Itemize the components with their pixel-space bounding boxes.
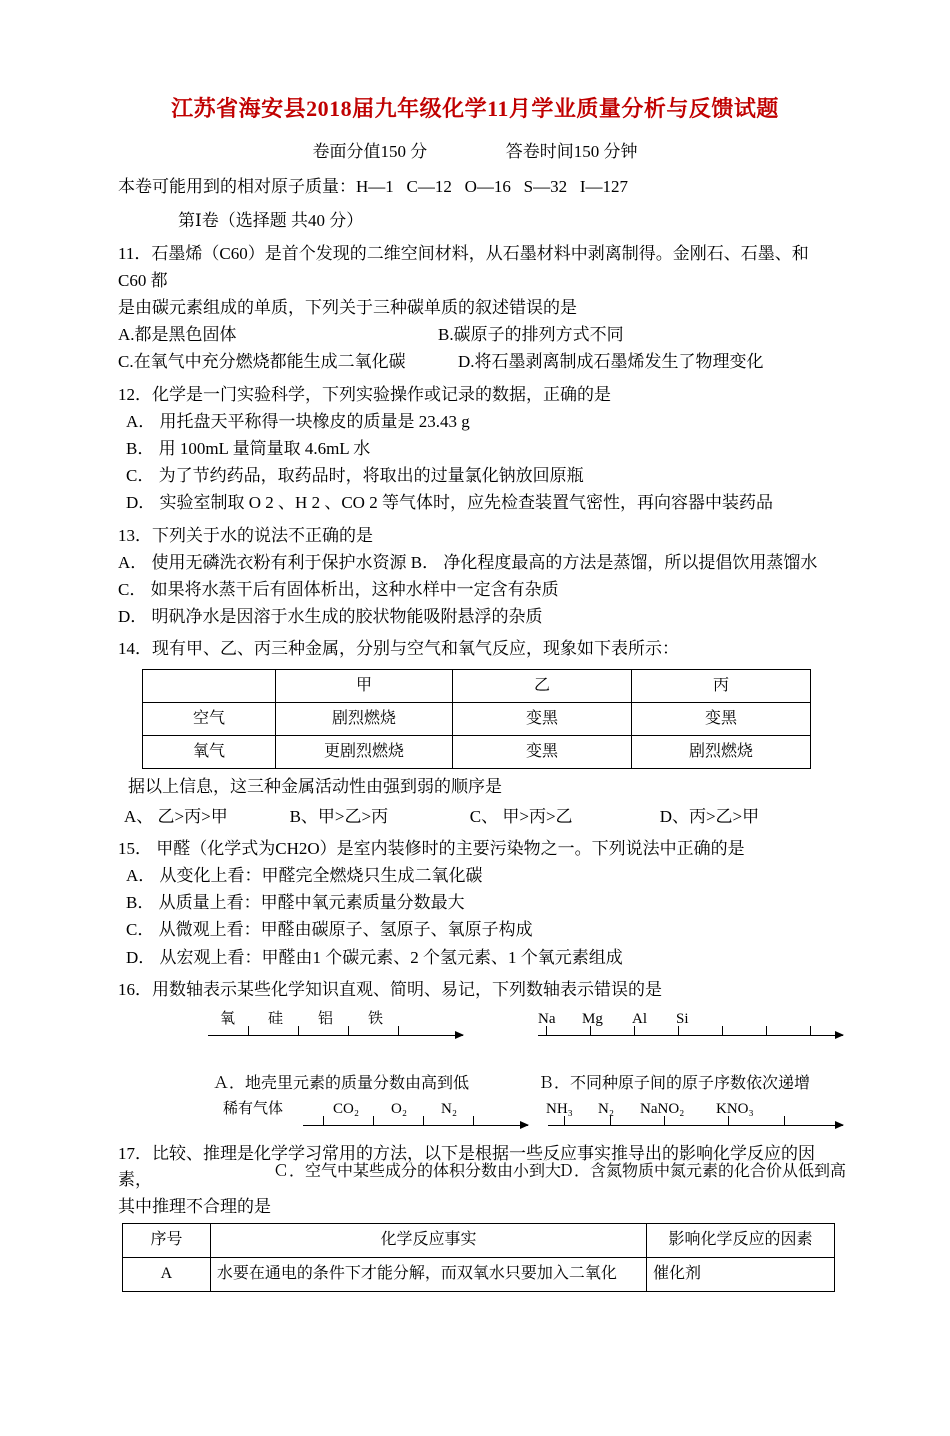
q14-r2-c0: 氧气 [143,735,276,768]
axis-tick [373,1116,374,1125]
q17-th-factor: 影响化学反应的因素 [647,1224,835,1258]
axis-tick [784,1116,785,1125]
q13-option-c: C． 如果将水蒸干后有固体析出，这种水样中一定含有杂质 [118,579,559,599]
axis-b-line [538,1011,843,1036]
table-row [143,735,811,768]
axis-d-label-3: KNO₃ [716,1101,754,1117]
q12-option-c: C． 为了节约药品，取药品时，将取出的过量氯化钠放回原瓶 [126,466,584,486]
table-row [143,702,811,735]
q16-axis-a [208,1011,463,1036]
score-time-line [0,137,950,162]
table-row [123,1224,835,1258]
q14-r1-c1: 剧烈燃烧 [276,702,453,735]
table-row [123,1257,835,1291]
q14-th-jia: 甲 [276,669,453,702]
question-11 [118,240,835,376]
axis-tick [398,1026,399,1035]
table-row [143,669,811,702]
axis-tick [766,1026,767,1035]
q15-option-a: A． 从变化上看：甲醛完全燃烧只生成二氧化碳 [126,866,483,886]
axis-b-label-1: Mg [582,1011,603,1027]
q14-choice-a: A、 乙>丙>甲 [124,806,228,826]
axis-a-label-2: 铝 [318,1011,334,1027]
q17-th-index: 序号 [123,1224,211,1258]
q11-stem-line1: 11．石墨烯（C60）是首个发现的二维空间材料，从石墨材料中剥离制得。金刚石、石墨、和 C60 都 [118,243,809,290]
axis-tick [810,1026,811,1035]
axis-a-label-3: 铁 [368,1011,384,1027]
q13-stem: 13．下列关于水的说法不正确的是 [118,525,373,545]
axis-tick [473,1116,474,1125]
axis-d-label-1: N₂ [598,1101,615,1117]
body-block [118,174,847,1292]
q16-axis-b [538,1011,843,1036]
q15-option-b: B． 从质量上看：甲醛中氧元素质量分数最大 [126,893,465,913]
axis-b-label-3: Si [676,1011,689,1027]
axis-c-label-3: N₂ [441,1101,458,1117]
q17-th-fact: 化学反应事实 [210,1224,646,1258]
q14-choices [118,803,835,830]
axis-tick [348,1026,349,1035]
q16-caption-a: Ａ．地壳里元素的质量分数由高到低 [213,1075,470,1092]
q15-option-c: C． 从微观上看：甲醛由碳原子、氢原子、氧原子构成 [126,920,533,940]
section-heading: 第Ⅰ卷（选择题 共40 分） [178,211,364,231]
q14-table [142,669,811,769]
question-13 [118,522,835,631]
axis-b-label-2: Al [632,1011,647,1027]
relative-atomic-mass-line: 本卷可能用到的相对原子质量：H—1 C—12 O—16 S—32 I—127 [118,177,629,196]
axis-c-label-1: CO₂ [333,1101,360,1117]
time-text: 答卷时间150 分钟 [505,142,638,161]
axis-tick [323,1116,324,1125]
q11-option-a: A.都是黑色固体 [118,325,237,345]
q14-th-yi: 乙 [453,669,632,702]
q16-axis-c [223,1101,528,1126]
q11-option-b: B.碳原子的排列方式不同 [438,325,624,345]
q17-table [122,1223,835,1292]
axis-b-label-0: Na [538,1011,556,1027]
q17-r1-fact: 水要在通电的条件下才能分解，而双氧水只要加入二氧化 [210,1257,646,1291]
axis-tick [722,1026,723,1035]
q13-option-d: D． 明矾净水是因溶于水生成的胶状物能吸附悬浮的杂质 [118,607,543,627]
q11-stem-line2: 是由碳元素组成的单质，下列关于三种碳单质的叙述错误的是 [118,298,577,318]
q11-options-row1 [118,321,835,348]
q14-choice-b: B、甲>乙>丙 [289,806,389,826]
q17-r1-index: A [123,1257,211,1291]
axis-tick [423,1116,424,1125]
q16-caption-c: Ｃ．空气中某些成分的体积分数由小到大 [273,1163,562,1180]
q11-option-d: D.将石墨剥离制成石墨烯发生了物理变化 [458,352,764,372]
question-15 [118,835,835,971]
q14-after-table: 据以上信息，这三种金属活动性由强到弱的顺序是 [128,776,502,796]
q11-options-row2 [118,348,835,375]
q14-r1-c3: 变黑 [632,702,811,735]
q12-stem: 12．化学是一门实验科学，下列实验操作或记录的数据，正确的是 [118,384,611,404]
page-title: 江苏省海安县2018届九年级化学11月学业质量分析与反馈试题 [171,96,779,121]
axis-a-label-0: 氧 [220,1011,236,1027]
q14-r2-c3: 剧烈燃烧 [632,735,811,768]
q17-stem-line2: 其中推理不合理的是 [118,1196,271,1216]
axis-tick [248,1026,249,1035]
q14-choice-d: D、丙>乙>甲 [659,806,760,826]
q15-option-d: D． 从宏观上看：甲醛由1 个碳元素、2 个氢元素、1 个氧元素组成 [126,947,623,967]
question-17 [118,1141,835,1292]
q14-r1-c0: 空气 [143,702,276,735]
axis-d-line [546,1101,843,1126]
q12-option-d: D． 实验室制取 O 2 、H 2 、CO 2 等气体时，应先检查装置气密性，再向容器中装药品 [126,493,773,513]
q16-caption-b: Ｂ．不同种原子间的原子序数依次递增 [538,1075,811,1092]
q17-stem-line1: 17．比较、推理是化学学习常用的方法，以下是根据一些反应事实推导出的影响化学反应的因素， [118,1144,815,1190]
q16-caption-d: Ｄ．含氮物质中氮元素的化合价从低到高 [558,1163,847,1180]
q14-th-bing: 丙 [632,669,811,702]
q15-stem: 15． 甲醛（化学式为CH2O）是室内装修时的主要污染物之一。下列说法中正确的是 [118,838,745,858]
q14-th-blank [143,669,276,702]
axis-a-line [208,1011,463,1036]
axis-c-label-2: O₂ [391,1101,408,1117]
q14-r2-c2: 变黑 [453,735,632,768]
q14-r2-c1: 更剧烈燃烧 [276,735,453,768]
axis-d-label-0: NH₃ [546,1101,573,1117]
q13-option-ab: A． 使用无磷洗衣粉有利于保护水资源 B． 净化程度最高的方法是蒸馏，所以提倡饮用蒸馏水 [118,552,818,572]
q12-option-a: A． 用托盘天平称得一块橡皮的质量是 23.43 g [126,411,470,431]
axis-a-label-1: 硅 [268,1011,284,1027]
q14-r1-c2: 变黑 [453,702,632,735]
question-14 [118,635,835,830]
score-text: 卷面分值150 分 [312,142,428,161]
axis-c-label-0: 稀有气体 [223,1101,284,1117]
q14-stem: 14．现有甲、乙、丙三种金属，分别与空气和氧气反应，现象如下表所示： [118,639,679,659]
q11-option-c: C.在氧气中充分燃烧都能生成二氧化碳 [118,352,406,372]
axis-tick [298,1026,299,1035]
axis-c-line [223,1101,528,1126]
q14-choice-c: C、 甲>丙>乙 [469,806,573,826]
axis-d-label-2: NaNO₂ [640,1101,685,1117]
question-12 [118,381,835,517]
q17-r1-factor: 催化剂 [647,1257,835,1291]
q16-stem: 16．用数轴表示某些化学知识直观、简明、易记，下列数轴表示错误的是 [118,979,662,999]
q12-option-b: B． 用 100mL 量筒量取 4.6mL 水 [126,439,371,458]
exam-paper-page [0,92,950,1436]
q16-axis-d [546,1101,843,1126]
